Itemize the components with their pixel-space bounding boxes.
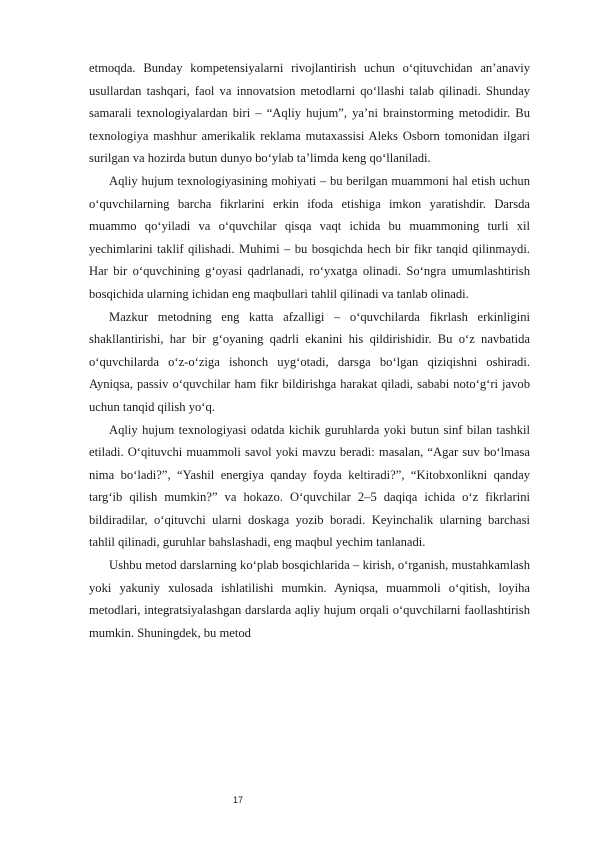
paragraph-aqliy-hujum-essence: Aqliy hujum texnologiyasining mohiyati – bu berilgan muammoni hal etish uchun o‘quvchilarning barcha fikrlarini erkin ifoda etishiga imkon yaratishdir. Darsda muammo qo‘yiladi va o‘quvchilar qisqa vaqt ichida bu muammoning turli xil yechimlarini taklif qilishadi. Muhimi – bu bosqichda hech bir fikr tanqid qilinmaydi. Har bir o‘quvchining g‘oyasi qadrlanadi, ro‘yxatga olinadi. So‘ngra umumlashtirish bosqichida ularning ichidan eng maqbullari tahlil qilinadi va tanlab olinadi. — [89, 173, 530, 301]
paragraph-method-advantage: Mazkur metodning eng katta afzalligi – o‘quvchilarda fikrlash erkinligini shakllantirishi, har bir g‘oyaning qadrli ekanini his qildirishidir. Bu o‘z navbatida o‘quvchilarda o‘z-o‘ziga ishonch uyg‘otadi, darsga bo‘lgan qiziqishni oshiradi. Ayniqsa, passiv o‘quvchilar ham fikr bildirishga harakat qiladi, sababi noto‘g‘ri javob uchun tanqid qilish yo‘q. — [89, 309, 530, 414]
document-body — [89, 57, 530, 644]
paragraph-lesson-stages: Ushbu metod darslarning ko‘plab bosqichlarida – kirish, o‘rganish, mustahkamlash yoki yakuniy xulosada ishlatilishi mumkin. Ayniqsa, muammoli o‘qitish, loyiha metodlari, integratsiyalashgan darslarda aqliy hujum orqali o‘quvchilarni faollashtirish mumkin. Shuningdek, bu metod — [89, 558, 530, 640]
paragraph-group-organization: Aqliy hujum texnologiyasi odatda kichik guruhlarda yoki butun sinf bilan tashkil etiladi. O‘qituvchi muammoli savol yoki mavzu beradi: masalan, “Agar suv bo‘lmasa nima bo‘ladi?”, “Yashil energiya qanday foyda keltiradi?”, “Kitobxonlikni qanday targ‘ib qilish mumkin?” va hokazo. O‘quvchilar 2–5 daqiqa ichida o‘z fikrlarini bildiradilar, o‘qituvchi ularni doskaga yozib boradi. Keyinchalik ularning barchasi tahlil qilinadi, guruhlar bahslashadi, eng maqbul yechim tanlanadi. — [89, 422, 530, 550]
paragraph-continuation: etmoqda. Bunday kompetensiyalarni rivojlantirish uchun o‘qituvchidan an’anaviy usullardan tashqari, faol va innovatsion metodlarni qo‘llashi talab qilinadi. Shunday samarali texnologiyalardan biri – “Aqliy hujum”, ya’ni brainstorming metodidir. Bu texnologiya mashhur amerikalik reklama mutaxassisi Aleks Osborn tomonidan ilgari surilgan va hozirda butun dunyo bo‘ylab ta’limda keng qo‘llaniladi. — [89, 61, 530, 166]
page-number: 17 — [233, 795, 244, 805]
